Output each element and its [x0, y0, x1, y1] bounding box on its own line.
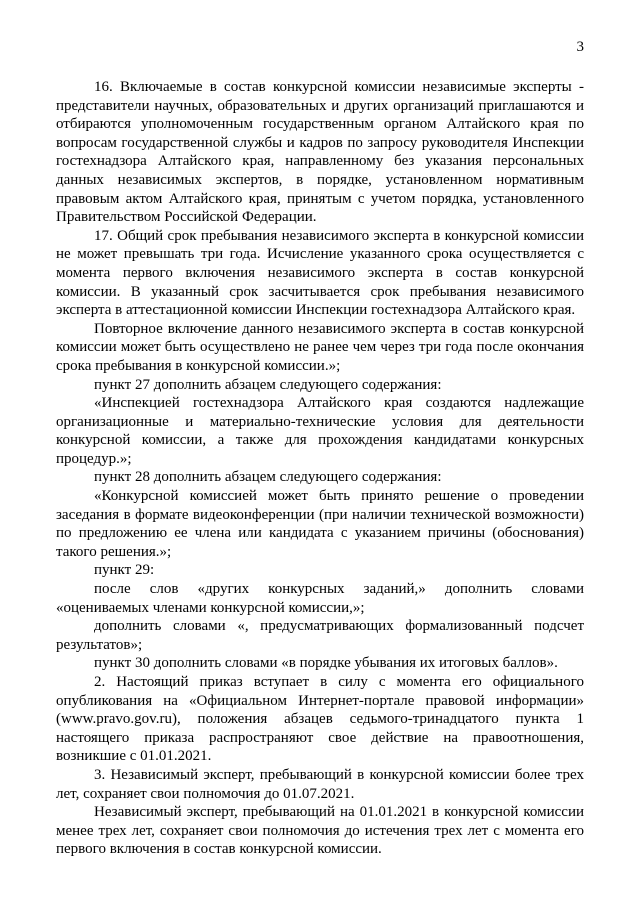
- paragraph-point-28-intro: пункт 28 дополнить абзацем следующего содержания:: [94, 469, 442, 486]
- page-number: 3: [576, 39, 584, 55]
- paragraph-expert-less-than-three-years: Независимый эксперт, пребывающий на 01.01.2021 в конкурсной комиссии менее трех лет, сохраняет свои полномочия до истечения трех лет с момента его первого включения в состав конкурсной комиссии.: [56, 804, 584, 858]
- paragraph-repeat-inclusion: Повторное включение данного независимого эксперта в состав конкурсной комиссии может быть осуществлено не ранее чем через три года после окончания срока пребывания в конкурсной комиссии.»;: [56, 320, 584, 374]
- paragraph-order-effective: 2. Настоящий приказ вступает в силу с момента его официального опубликования на «Официальном Интернет-портале правовой информации» (www.pravo.gov.ru), положения абзацев седьмого-тринадцатого пункта 1 настоящего приказа распространяют свое действие на правоотношения, возникшие с 01.01.2021.: [56, 674, 584, 765]
- paragraph-point-30: пункт 30 дополнить словами «в порядке убывания их итоговых баллов».: [94, 655, 558, 672]
- paragraph-point-29-after-words: после слов «других конкурсных заданий,» дополнить словами «оцениваемых членами конкурсной комиссии,»;: [56, 581, 584, 616]
- paragraph-point-27-text: «Инспекцией гостехнадзора Алтайского края создаются надлежащие организационные и материально-технические условия для деятельности конкурсной комиссии, а также для прохождения кандидатами конкурсных процедур.»;: [56, 395, 584, 467]
- paragraph-point-28-text: «Конкурсной комиссией может быть принято решение о проведении заседания в формате видеоконференции (при наличии технической возможности) по предложению ее члена или кандидата с указанием причины (обоснования) такого решения.»;: [56, 488, 584, 560]
- paragraph-point-29-supplement: дополнить словами «, предусматривающих формализованный подсчет результатов»;: [56, 618, 584, 653]
- paragraph-expert-more-than-three-years: 3. Независимый эксперт, пребывающий в конкурсной комиссии более трех лет, сохраняет свои полномочия до 01.07.2021.: [56, 766, 584, 802]
- paragraph-item-16: 16. Включаемые в состав конкурсной комиссии независимые эксперты - представители научных, образовательных и других организаций приглашаются и отбираются уполномоченным государственным органом Алтайского края по вопросам государственной службы и кадров по запросу руководителя Инспекции гостехнадзора Алтайского края, направленному без указания персональных данных независимых экспертов, в порядке, установленном нормативным правовым актом Алтайского края, принятым с учетом порядка, установленного Правительством Российской Федерации.: [56, 79, 584, 226]
- paragraph-point-29-intro: пункт 29:: [94, 562, 155, 579]
- document-body: [56, 78, 584, 859]
- paragraph-item-17: 17. Общий срок пребывания независимого эксперта в конкурсной комиссии не может превышать три года. Исчисление указанного срока осуществляется с момента первого включения независимого эксперта в состав конкурсной комиссии. В указанный срок засчитывается срок пребывания независимого эксперта в аттестационной комиссии Инспекции гостехнадзора Алтайского края.: [56, 227, 584, 319]
- paragraph-point-27-intro: пункт 27 дополнить абзацем следующего содержания:: [94, 376, 442, 393]
